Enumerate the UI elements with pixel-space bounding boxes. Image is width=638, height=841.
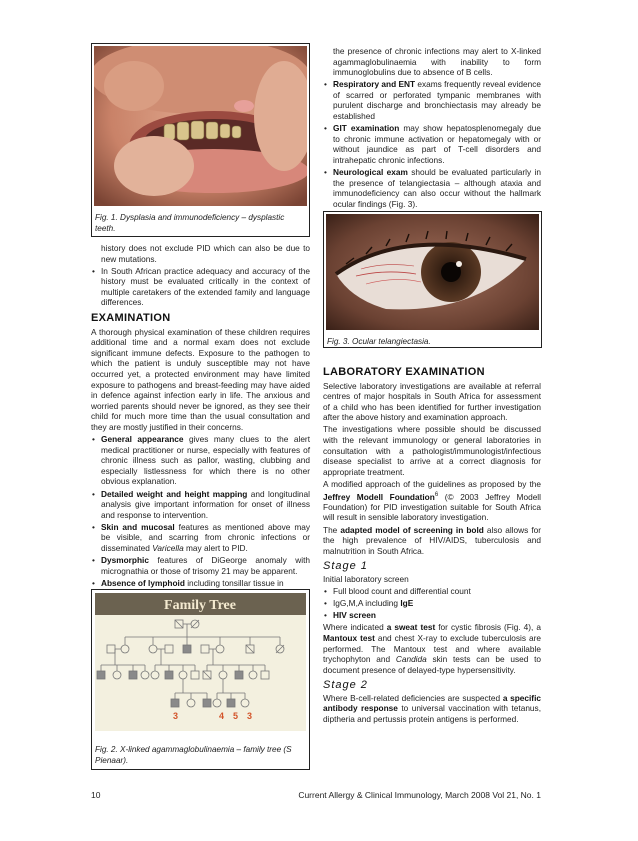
bullet-text: may show hepatosplenomegaly due to chronic immune activation or hepatomegaly with or without jaundice as part of T-cell disorders and intrahepatic chronic infections. xyxy=(333,123,542,165)
bullet-bold-label: Detailed weight and height mapping xyxy=(101,488,248,499)
family-tree-title: Family Tree xyxy=(164,598,236,613)
family-tree-pedigree xyxy=(95,593,306,731)
figure-2-photo xyxy=(95,593,306,731)
bullet-general-appearance xyxy=(91,434,310,487)
lab-paragraph-2: The investigations where possible should be discussed with the relevant immunology or general laboratories in consultation with a pathologist/immunologist/infectious disease specialist to arrive at a correct diagnosis for appropriate treatment. xyxy=(323,424,541,477)
reference-superscript: 6 xyxy=(434,491,439,498)
paragraph-text: for cystic fibrosis (Fig. 4), a xyxy=(435,622,541,633)
paragraph-bold: a sweat test xyxy=(386,622,436,633)
bullet-text: should be evaluated particularly in the presence of telangiectasia – although ataxia and immunodeficiency can also occur without the hallmark ocular findings (Fig. 3). xyxy=(333,167,541,209)
journal-citation: Current Allergy & Clinical Immunology, March 2008 Vol 21, No. 1 xyxy=(298,790,541,800)
stage-1-paragraph xyxy=(323,622,541,675)
stage-1-intro: Initial laboratory screen xyxy=(323,573,409,584)
bullet-text: and longitudinal analysis give important information for onset of illness and response to intervention. xyxy=(101,488,310,520)
bullet-bold-label: HIV screen xyxy=(333,610,376,621)
stage-2-paragraph xyxy=(323,693,541,725)
bullet-weight-height xyxy=(91,489,310,521)
bullet-text: features as mentioned above may be visible, and scarring from chronic infections or disseminated xyxy=(101,521,310,554)
paragraph-text: to universal vaccination with tetanus, diptheria and pertussis protein antigens is performed. xyxy=(323,703,542,725)
bullet-text: exams frequently reveal evidence of scarred or perforated tympanic membranes with purulent discharge and bronchiectasis may already be established xyxy=(333,79,541,122)
bullet-bold-label: GIT examination xyxy=(333,123,400,134)
figure-3-photo xyxy=(326,214,539,330)
paragraph-bold: a specific antibody response xyxy=(323,692,541,714)
continued-bullet-text: history does not exclude PID which can also be due to new mutations. xyxy=(101,243,310,264)
figure-3 xyxy=(323,211,542,348)
pedigree-label: 4 xyxy=(219,711,225,721)
bullet-text: features of DiGeorge anomaly with micrognathia or those of trisomy 21 may be apparent. xyxy=(101,555,310,576)
bullet-text: gives many clues to the alert medical practitioner or nurse, especially with features of chronic illness such as pallor, wasting, clubbing and especially listlessness for which there is no other obvious explanation. xyxy=(101,434,310,487)
dysplastic-teeth-image xyxy=(94,46,307,206)
bullet-text: IgG,M,A including xyxy=(333,598,401,609)
paragraph-bold: adapted model of screening in bold xyxy=(340,524,484,535)
stage-2-heading: Stage 2 xyxy=(323,679,368,692)
examination-paragraph: A thorough physical examination of these children requires additional time and a normal exam does not exclude significant immune defects. Exposure to the pathogen to which the patient is unduly susceptible may not have occurred yet, a protected environment may have limited exposure to pathogens and breast-feeding may have aided in defence against infection early in life. The anxious and worried parents should never be ignored, as they see their child for much more time than the usual consultation and they are mostly justified in their concerns. xyxy=(91,326,310,432)
ocular-telangiectasia-image xyxy=(326,214,539,330)
figure-3-caption: Fig. 3. Ocular telangiectasia. xyxy=(327,337,431,346)
lab-paragraph-1: Selective laboratory investigations are available at referral centres of major hospitals in South Africa for assessment of a child who has been identified for further investigation after the above history and examination approach. xyxy=(323,380,541,423)
bullet-absence-lymphoid xyxy=(91,578,310,589)
right-column-top xyxy=(323,46,541,211)
stage-1-heading: Stage 1 xyxy=(323,560,368,573)
bullet-respiratory-ent xyxy=(323,79,541,121)
figure-1 xyxy=(91,43,310,237)
stage-1-bullet xyxy=(323,610,541,621)
pedigree-label: 3 xyxy=(247,711,253,721)
paragraph-italic: Candida xyxy=(395,654,427,665)
bullet-dysmorphic xyxy=(91,555,310,576)
figure-2 xyxy=(91,589,310,770)
bullet-text: may alert to PID. xyxy=(183,543,248,554)
bullet-skin-mucosal xyxy=(91,522,310,554)
paragraph-text: A modified approach of the guidelines as proposed by the xyxy=(323,478,541,489)
stage-1-bullet xyxy=(323,598,541,609)
bullet-text: including tonsillar tissue in xyxy=(184,577,284,588)
pedigree-label: 5 xyxy=(233,711,239,721)
paragraph-bold: Jeffrey Modell Foundation xyxy=(323,491,435,502)
lab-paragraph-4 xyxy=(323,525,541,557)
bullet-bold-label: General appearance xyxy=(101,434,184,445)
figure-1-caption: Fig. 1. Dysplasia and immunodeficiency – dysplastic teeth. xyxy=(95,213,285,233)
continued-bullet-text: the presence of chronic infections may alert to X-linked agammaglobulinaemia with inability to form immunoglobulins due to absence of B cells. xyxy=(333,46,541,78)
paragraph-text: Where B-cell-related deficiencies are suspected xyxy=(323,692,503,703)
bullet-bold-label: Dysmorphic xyxy=(101,555,149,566)
left-column xyxy=(91,243,310,590)
laboratory-heading: LABORATORY EXAMINATION xyxy=(323,366,485,378)
figure-1-photo xyxy=(94,46,307,206)
examination-heading: EXAMINATION xyxy=(91,312,171,325)
page-number: 10 xyxy=(91,790,101,800)
right-column-bottom xyxy=(323,362,541,726)
stage-1-bullet: • Full blood count and differential count xyxy=(323,586,541,597)
paragraph-text: also allows for the high prevalence of HIV/AIDS, tuberculosis and malnutrition in South Africa. xyxy=(323,524,542,556)
bullet-neurological-exam xyxy=(323,167,541,209)
bullet-italic: Varicella xyxy=(152,543,184,554)
paragraph-text: and chest X-ray to exclude tuberculosis are performed. The Mantoux test and where available trychophyton and xyxy=(323,632,541,665)
bullet-bold-label: Neurological exam xyxy=(333,167,408,178)
paragraph-text: Where indicated xyxy=(323,622,387,633)
paragraph-bold: Mantoux test xyxy=(323,632,375,643)
bullet-git-examination xyxy=(323,123,541,165)
bullet-bold-label: Absence of lymphoid xyxy=(101,577,185,588)
paragraph-text: skin tests can be used to document presence of delayed-type hypersensitivity. xyxy=(323,654,542,675)
bullet-bold-label: Respiratory and ENT xyxy=(333,79,416,90)
figure-2-caption: Fig. 2. X-linked agammaglobulinaemia – family tree (S Pienaar). xyxy=(95,745,292,765)
bullet-bold-label: Skin and mucosal xyxy=(101,521,175,532)
paragraph-text: (© 2003 Jeffrey Modell Foundation) for PID investigation suitable for South Africa will result in sensible laboratory investigation. xyxy=(323,491,541,523)
lab-paragraph-3 xyxy=(323,479,541,523)
pedigree-label: 3 xyxy=(173,711,179,721)
paragraph-text: The xyxy=(323,524,341,535)
bullet-south-african-practice: • In South African practice adequacy and accuracy of the history must be evaluated critically in the context of multiple caretakers of the extended family and language differences. xyxy=(91,266,310,308)
bullet-bold-label: IgE xyxy=(400,598,414,609)
